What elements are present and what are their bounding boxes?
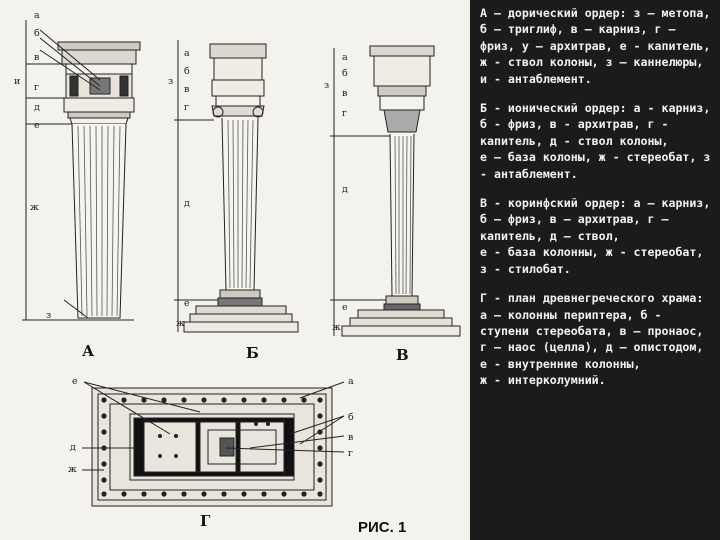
doric-label-d: д [34,102,40,113]
plan-label-a: а [348,376,354,387]
doric-label-v: в [34,52,40,63]
doric-label-g: г [34,82,39,93]
doric-label-z: з [46,310,52,321]
ionic-label-a: а [184,48,190,59]
corinthian-label-a: а [342,52,348,63]
ionic-label-v: в [184,84,190,95]
plan-label-b: б [348,412,354,423]
corinthian-label-d: д [342,184,348,195]
ionic-label-zh: ж [176,318,185,329]
plan-label-g: г [348,448,353,459]
plan-label-zh: ж [68,464,77,475]
doric-label-i: и [14,76,21,87]
caption-temple-plan: Г - план древнегреческого храма: а — колонны периптера, б - ступени стереобата, в — пронаос, г — наос (целла), д — опистодом, е - внутренние колонны, ж - интерколумний. [480,291,704,388]
doric-label-zh: ж [30,202,39,213]
plan-label-v: в [348,432,354,443]
corinthian-label-z: з [324,80,330,91]
corinthian-order-drawing [330,46,460,336]
doric-label-a: а [34,10,40,21]
order-letter-b: Б [246,344,259,362]
corinthian-label-zh: ж [332,322,341,333]
plan-letter-g: Г [200,512,211,530]
order-letter-a: А [82,342,95,360]
ionic-label-d: д [184,198,190,209]
ionic-order-drawing [174,40,298,332]
temple-plan-drawing [82,382,344,506]
order-letter-v: В [396,346,409,364]
caption-ionic-order: Б - ионический ордер: а - карниз, б - фриз, в - архитрав, г - капитель, д - ствол колоны, е — база колоны, ж - стереобат, з - антаблемент. [480,101,711,181]
plan-label-e: е [72,376,78,387]
caption-doric-order: А — дорический ордер: з — метопа, б — триглиф, в — карниз, г — фриз, у — архитрав, е - капитель, ж - ствол колоны, з — каннелюры, и - антаблемент. [480,6,711,86]
caption-panel [470,0,720,540]
doric-label-b: б [34,28,40,39]
ionic-label-e: е [184,298,190,309]
figure-caption: РИС. 1 [358,519,407,536]
ionic-label-b: б [184,66,190,77]
corinthian-label-e: е [342,302,348,313]
doric-label-e: е [34,120,40,131]
caption-corinthian-order: В - коринфский ордер: а — карниз, б — фриз, в — архитрав, г — капитель, д — ствол, е - база колонны, ж - стереобат, з - стилобат. [480,196,711,276]
doric-order-drawing [22,20,140,320]
corinthian-label-v: в [342,88,348,99]
ionic-label-z: з [168,76,174,87]
plan-label-d: д [70,442,76,453]
corinthian-label-g: г [342,108,347,119]
ionic-label-g: г [184,102,189,113]
corinthian-label-b: б [342,68,348,79]
